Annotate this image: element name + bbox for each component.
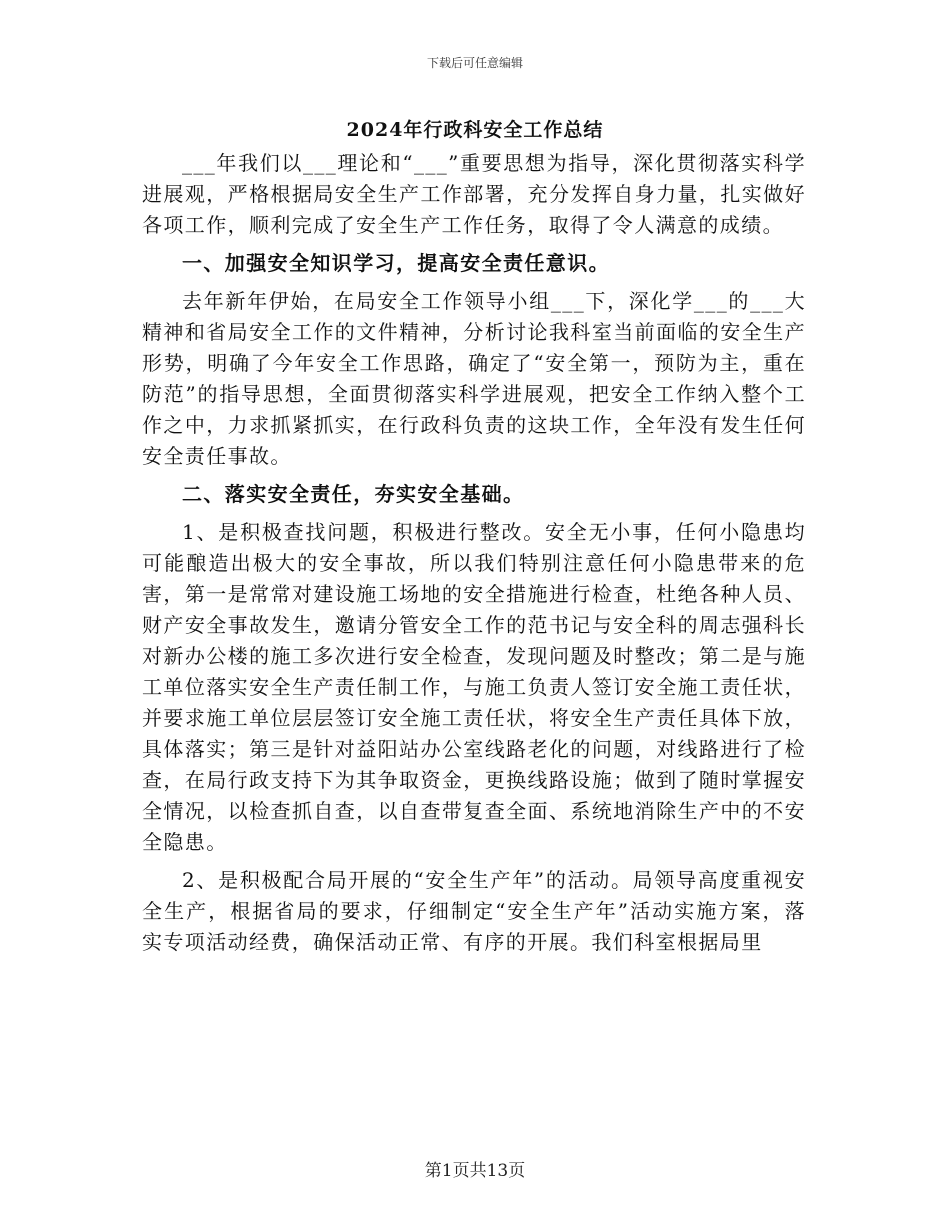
section-2-paragraph-2: 2、是积极配合局开展的“安全生产年”的活动。局领导高度重视安全生产，根据省局的要求，仔细制定“安全生产年”活动实施方案，落实专项活动经费，确保活动正常、有序的开展。我们科室根据局里	[142, 868, 806, 954]
document-title: 2024年行政科安全工作总结	[346, 119, 604, 141]
page-indicator: 第1页共13页	[424, 1161, 526, 1181]
section-1-heading: 一、加强安全知识学习，提高安全责任意识。	[182, 251, 610, 275]
intro-paragraph: ___年我们以___理论和“___”重要思想为指导，深化贯彻落实科学进展观，严格根据局安全生产工作部署，充分发挥自身力量，扎实做好各项工作，顺利完成了安全生产工作任务，取得了令人满意的成绩。	[142, 151, 806, 237]
section-1-paragraph: 去年新年伊始，在局安全工作领导小组___下，深化学___的___大精神和省局安全工作的文件精神，分析讨论我科室当前面临的安全生产形势，明确了今年安全工作思路，确定了“安全第一，预防为主，重在防范”的指导思想，全面贯彻落实科学进展观，把安全工作纳入整个工作之中，力求抓紧抓实，在行政科负责的这块工作，全年没有发生任何安全责任事故。	[142, 289, 806, 468]
section-2-paragraph-1: 1、是积极查找问题，积极进行整改。安全无小事，任何小隐患均可能酿造出极大的安全事故，所以我们特别注意任何小隐患带来的危害，第一是常常对建设施工场地的安全措施进行检查，杜绝各种人员、财产安全事故发生，邀请分管安全工作的范书记与安全科的周志强科长对新办公楼的施工多次进行安全检查，发现问题及时整改；第二是与施工单位落实安全生产责任制工作，与施工负责人签订安全施工责任状，并要求施工单位层层签订安全施工责任状，将安全生产责任具体下放，具体落实；第三是针对益阳站办公室线路老化的问题，对线路进行了检查，在局行政支持下为其争取资金，更换线路设施；做到了随时掌握安全情况，以检查抓自查，以自查带复查全面、系统地消除生产中的不安全隐患。	[142, 520, 806, 854]
header-note: 下载后可任意编辑	[426, 56, 523, 70]
document-body	[142, 148, 806, 958]
section-2-heading: 二、落实安全责任，夯实安全基础。	[182, 482, 525, 506]
